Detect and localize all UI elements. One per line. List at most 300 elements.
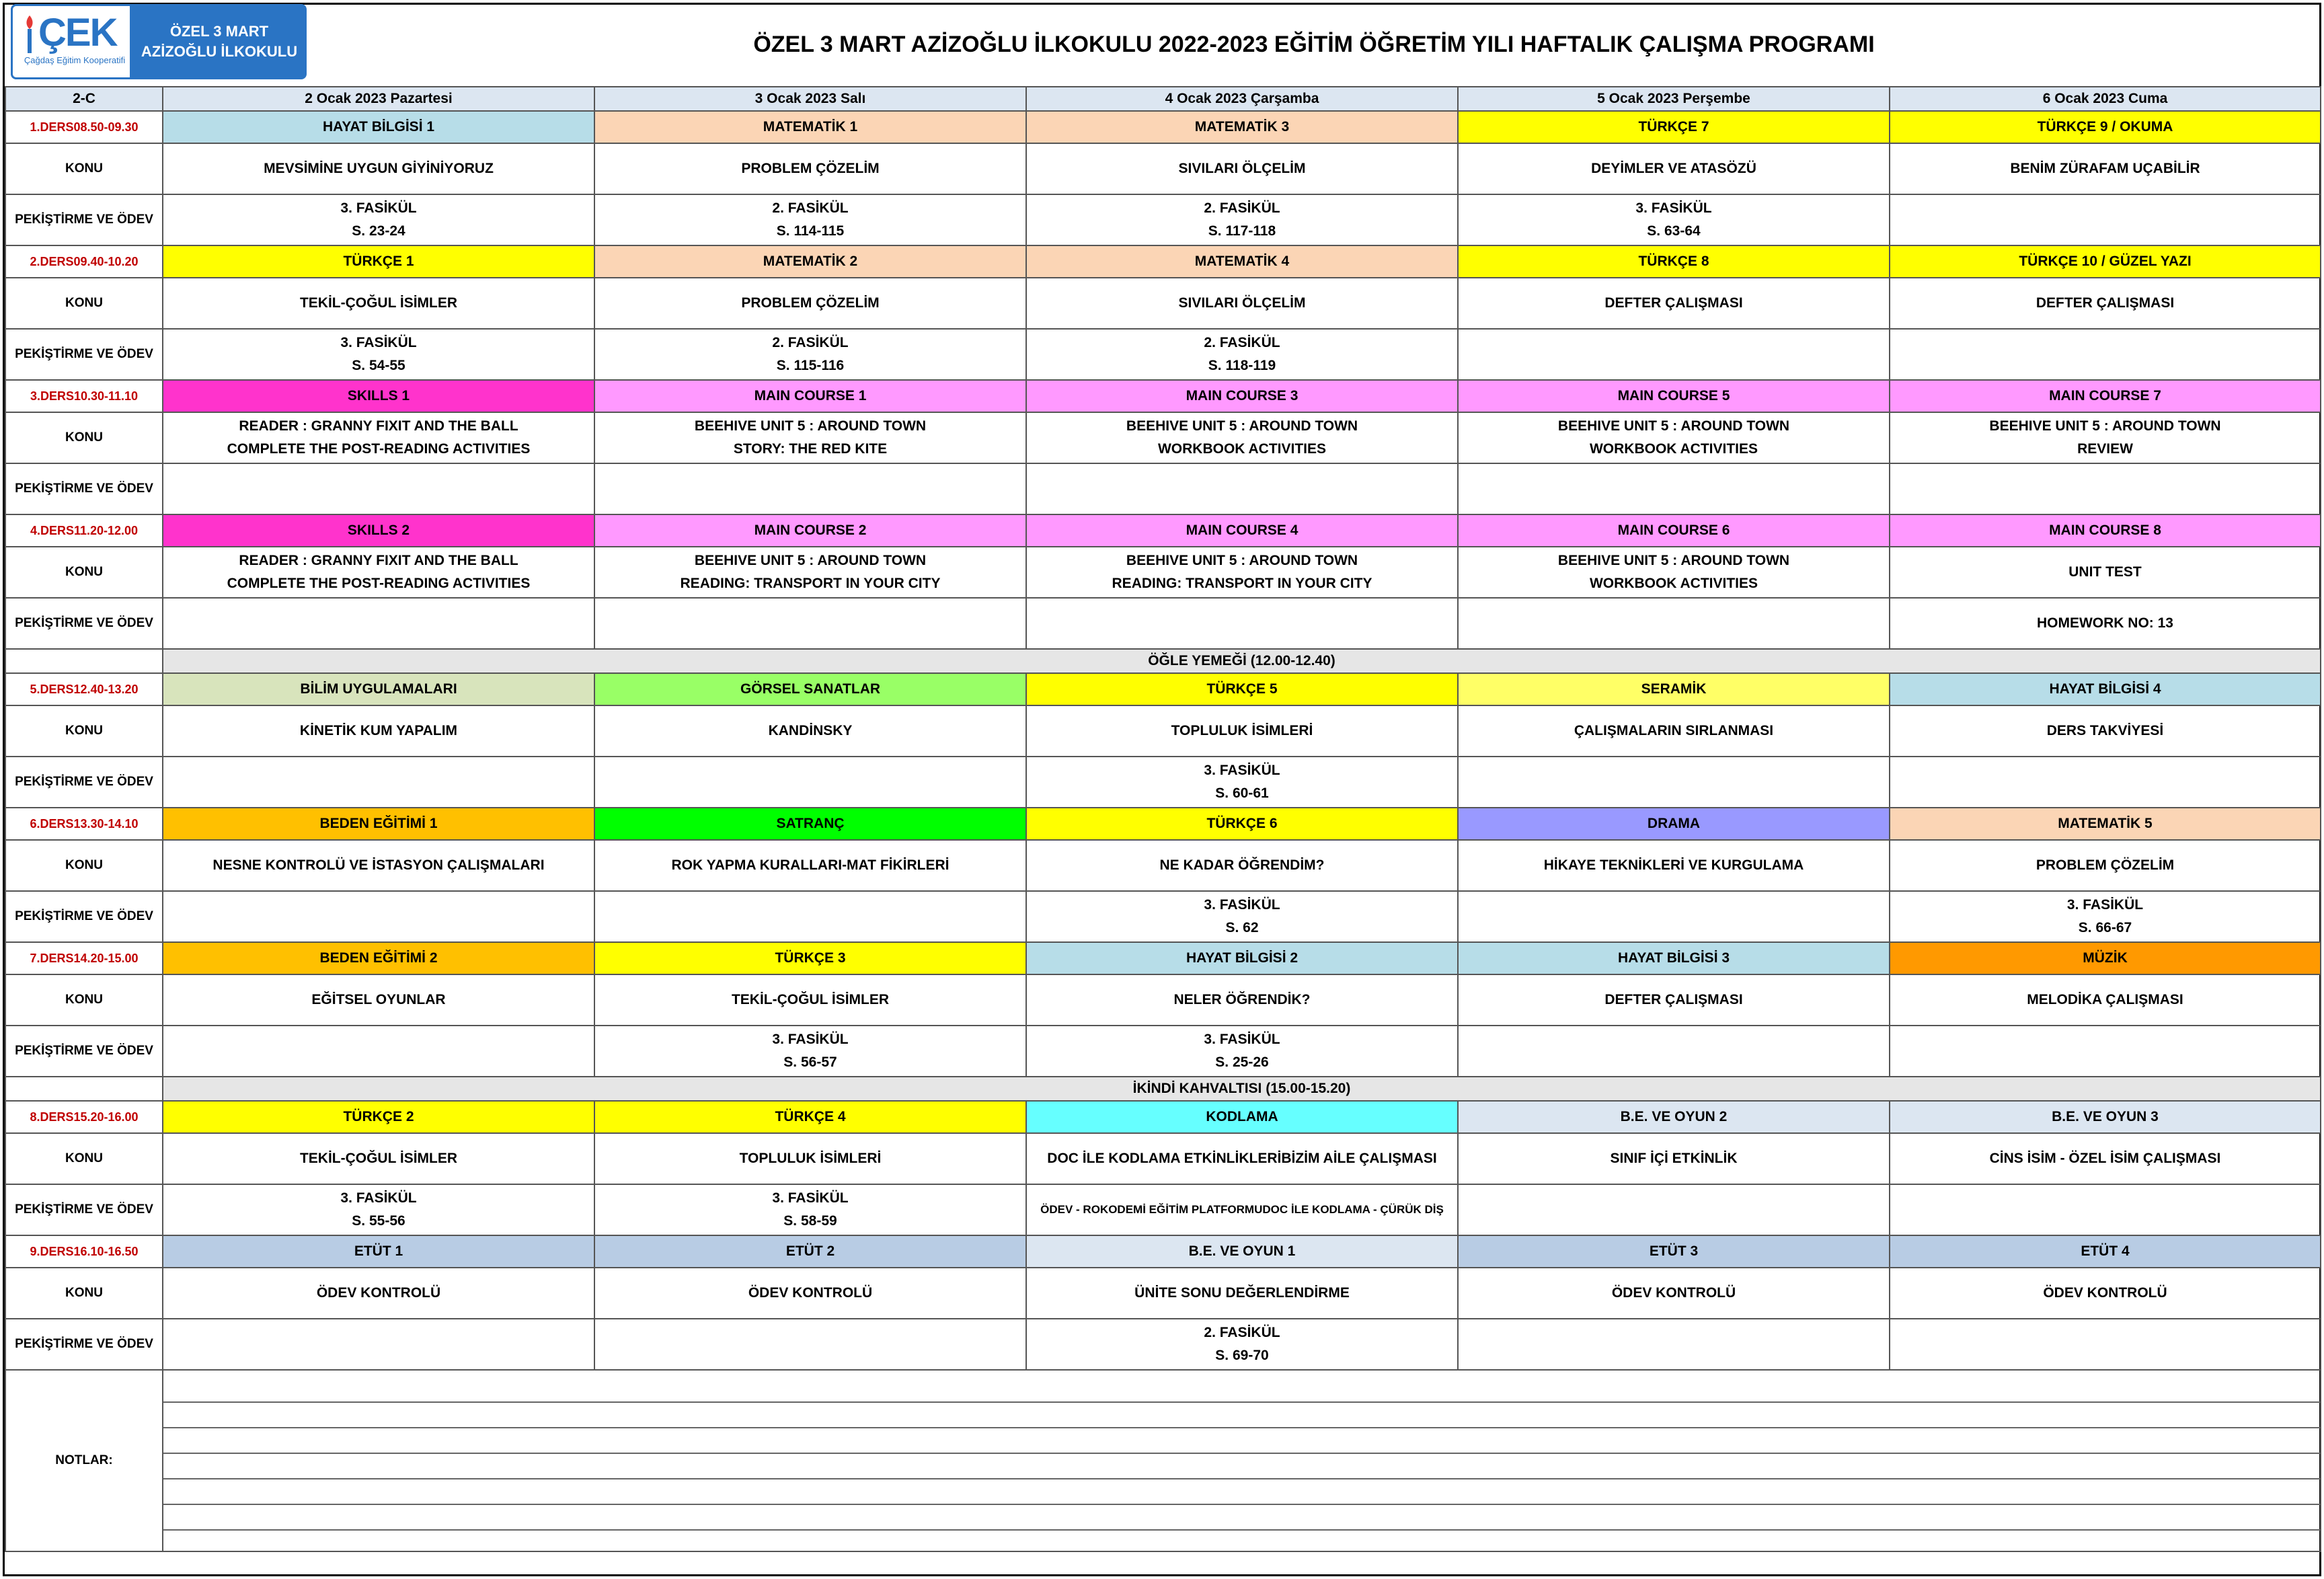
odev-line: 3. FASİKÜL [340,335,417,350]
logo-school-line1: ÖZEL 3 MART [169,23,269,40]
konu-line: BEEHIVE UNIT 5 : AROUND TOWN [694,418,927,434]
konu-label: KONU [5,547,163,598]
konu-cell [1458,412,1890,463]
konu-cell [163,1268,594,1319]
odev-line: 3. FASİKÜL [2066,897,2144,913]
odev-label: PEKİŞTİRME VE ÖDEV [5,329,163,380]
odev-cell [1026,1319,1458,1370]
konu-line: NESNE KONTROLÜ VE İSTASYON ÇALIŞMALARI [212,857,545,873]
subject-cell: MAIN COURSE 3 [1026,380,1458,412]
subject-cell: MAIN COURSE 5 [1458,380,1890,412]
konu-line: TEKİL-ÇOĞUL İSİMLER [731,992,890,1007]
cek-logo-mark [11,4,132,79]
konu-line: EĞİTSEL OYUNLAR [311,992,446,1007]
konu-cell [1458,1268,1890,1319]
odev-line: 2. FASİKÜL [1204,335,1280,350]
odev-cell [1026,194,1458,245]
konu-line: SIVILARI ÖLÇELİM [1178,295,1306,311]
konu-line: ÖDEV KONTROLÜ [748,1285,873,1301]
konu-line: WORKBOOK ACTIVITIES [1589,576,1758,591]
odev-cell [163,1026,594,1077]
konu-cell [1458,278,1890,329]
notes-line [163,1505,2320,1531]
subject-cell: MAIN COURSE 6 [1458,514,1890,547]
logo-school-line2: AZİZOĞLU İLKOKULU [141,43,298,60]
konu-label: KONU [5,1268,163,1319]
subject-cell: GÖRSEL SANATLAR [594,673,1026,705]
konu-line: READER : GRANNY FIXIT AND THE BALL [239,418,518,434]
odev-line: S. 54-55 [352,358,405,373]
odev-cell [1458,757,1890,808]
odev-cell [1026,1026,1458,1077]
konu-cell [1890,1133,2321,1184]
odev-line: ÖDEV - ROKODEMİ EĞİTİM PLATFORMUDOC İLE KODLAMA - ÇÜRÜK DİŞ [1040,1203,1444,1216]
odev-row [5,463,2321,514]
odev-line: 3. FASİKÜL [340,1190,417,1206]
notes-line [163,1403,2320,1428]
subject-cell: BEDEN EĞİTİMİ 1 [163,808,594,840]
odev-line: 3. FASİKÜL [1204,897,1280,913]
konu-line: READING: TRANSPORT IN YOUR CITY [680,576,941,591]
odev-cell [594,1026,1026,1077]
odev-cell [1458,1184,1890,1235]
lesson-row [5,673,2321,705]
break-spacer [5,649,163,673]
odev-cell [1026,1184,1458,1235]
schedule-body [5,87,2321,1551]
subject-cell: MAIN COURSE 1 [594,380,1026,412]
konu-line: SIVILARI ÖLÇELİM [1178,161,1306,176]
konu-cell [163,974,594,1026]
konu-label: KONU [5,840,163,891]
class-label: 2-C [5,87,163,111]
day-header: 4 Ocak 2023 Çarşamba [1026,87,1458,111]
subject-cell: ETÜT 2 [594,1235,1026,1268]
odev-line: S. 55-56 [352,1213,405,1229]
konu-cell [1890,705,2321,757]
odev-cell [1890,463,2321,514]
konu-cell [594,974,1026,1026]
subject-cell: TÜRKÇE 7 [1458,111,1890,143]
odev-cell [1890,891,2321,942]
konu-line: BENİM ZÜRAFAM UÇABİLİR [2010,161,2200,176]
konu-line: TOPLULUK İSİMLERİ [739,1151,882,1166]
konu-cell [1026,278,1458,329]
konu-label: KONU [5,974,163,1026]
konu-line: CİNS İSİM - ÖZEL İSİM ÇALIŞMASI [1989,1151,2221,1166]
subject-cell: TÜRKÇE 6 [1026,808,1458,840]
konu-cell [594,412,1026,463]
odev-cell [163,1184,594,1235]
subject-cell: ETÜT 3 [1458,1235,1890,1268]
lesson-time-label: 2.DERS09.40-10.20 [5,245,163,278]
odev-cell [1026,329,1458,380]
konu-line: PROBLEM ÇÖZELİM [2036,857,2175,873]
subject-cell: B.E. VE OYUN 1 [1026,1235,1458,1268]
subject-cell: TÜRKÇE 8 [1458,245,1890,278]
odev-cell [594,1184,1026,1235]
subject-cell: MATEMATİK 3 [1026,111,1458,143]
break-label: İKİNDİ KAHVALTISI (15.00-15.20) [163,1077,2321,1101]
subject-cell: DRAMA [1458,808,1890,840]
konu-cell [1890,840,2321,891]
konu-row [5,412,2321,463]
odev-line: S. 58-59 [783,1213,837,1229]
konu-cell [1890,412,2321,463]
lesson-time-label: 9.DERS16.10-16.50 [5,1235,163,1268]
odev-label: PEKİŞTİRME VE ÖDEV [5,757,163,808]
konu-cell [163,840,594,891]
school-logo [11,4,307,79]
konu-cell [1458,1133,1890,1184]
konu-line: ÖDEV KONTROLÜ [2043,1285,2167,1301]
odev-cell [1458,329,1890,380]
lesson-time-label: 1.DERS08.50-09.30 [5,111,163,143]
konu-line: NELER ÖĞRENDİK? [1173,992,1311,1007]
subject-cell: TÜRKÇE 9 / OKUMA [1890,111,2321,143]
odev-cell [1890,329,2321,380]
odev-line: S. 114-115 [776,223,845,239]
odev-row [5,757,2321,808]
subject-cell: MATEMATİK 1 [594,111,1026,143]
odev-line: 2. FASİKÜL [1204,1325,1280,1340]
konu-cell [1026,1268,1458,1319]
konu-row [5,278,2321,329]
konu-line: DEFTER ÇALIŞMASI [2036,295,2175,311]
lesson-row [5,380,2321,412]
konu-line: BEEHIVE UNIT 5 : AROUND TOWN [1126,418,1358,434]
konu-cell [163,1133,594,1184]
lesson-time-label: 4.DERS11.20-12.00 [5,514,163,547]
konu-line: UNIT TEST [2068,564,2142,580]
konu-label: KONU [5,705,163,757]
break-label: ÖĞLE YEMEĞİ (12.00-12.40) [163,649,2321,673]
konu-cell [594,1133,1026,1184]
konu-line: ÖDEV KONTROLÜ [316,1285,441,1301]
odev-line: 3. FASİKÜL [772,1032,849,1047]
subject-cell: MAIN COURSE 8 [1890,514,2321,547]
subject-cell: HAYAT BİLGİSİ 1 [163,111,594,143]
subject-cell: HAYAT BİLGİSİ 2 [1026,942,1458,974]
odev-cell [1890,1184,2321,1235]
odev-line: S. 60-61 [1215,785,1269,801]
konu-line: READING: TRANSPORT IN YOUR CITY [1112,576,1372,591]
day-header: 5 Ocak 2023 Perşembe [1458,87,1890,111]
konu-line: WORKBOOK ACTIVITIES [1589,441,1758,457]
subject-cell: KODLAMA [1026,1101,1458,1133]
konu-cell [163,412,594,463]
konu-line: DEFTER ÇALIŞMASI [1604,992,1743,1007]
odev-cell [1890,194,2321,245]
subject-cell: MAIN COURSE 7 [1890,380,2321,412]
odev-label: PEKİŞTİRME VE ÖDEV [5,891,163,942]
konu-line: DEYİMLER VE ATASÖZÜ [1591,161,1756,176]
odev-cell [1458,194,1890,245]
konu-line: ÜNİTE SONU DEĞERLENDİRME [1134,1285,1350,1301]
odev-cell [594,891,1026,942]
konu-cell [594,1268,1026,1319]
odev-label: PEKİŞTİRME VE ÖDEV [5,194,163,245]
konu-line: DERS TAKVİYESİ [2046,723,2164,738]
konu-cell [1458,840,1890,891]
odev-cell [163,1319,594,1370]
odev-cell [1458,1026,1890,1077]
subject-cell: TÜRKÇE 3 [594,942,1026,974]
konu-cell [1890,547,2321,598]
odev-line: 3. FASİKÜL [340,200,417,216]
notes-line [163,1454,2320,1479]
lesson-row [5,942,2321,974]
odev-cell [594,463,1026,514]
lesson-row [5,1235,2321,1268]
day-header: 3 Ocak 2023 Salı [594,87,1026,111]
konu-line: READER : GRANNY FIXIT AND THE BALL [239,553,518,568]
konu-line: HİKAYE TEKNİKLERİ VE KURGULAMA [1543,857,1804,873]
konu-cell [594,547,1026,598]
konu-cell [1026,840,1458,891]
odev-cell [594,1319,1026,1370]
odev-line: S. 62 [1225,920,1259,935]
odev-line: 2. FASİKÜL [1204,200,1280,216]
konu-cell [1458,547,1890,598]
odev-label: PEKİŞTİRME VE ÖDEV [5,1184,163,1235]
odev-cell [1458,463,1890,514]
subject-cell: SKILLS 1 [163,380,594,412]
konu-line: BEEHIVE UNIT 5 : AROUND TOWN [1126,553,1358,568]
konu-cell [1026,705,1458,757]
konu-line: TEKİL-ÇOĞUL İSİMLER [299,1151,458,1166]
odev-line: S. 56-57 [783,1054,837,1070]
subject-cell: ETÜT 4 [1890,1235,2321,1268]
odev-cell [1890,757,2321,808]
konu-line: BEEHIVE UNIT 5 : AROUND TOWN [1557,553,1790,568]
notes-label: NOTLAR: [5,1370,163,1551]
konu-cell [1026,412,1458,463]
konu-cell [163,278,594,329]
lesson-row [5,808,2321,840]
konu-cell [594,840,1026,891]
subject-cell: ETÜT 1 [163,1235,594,1268]
odev-row [5,598,2321,649]
subject-cell: B.E. VE OYUN 3 [1890,1101,2321,1133]
konu-line: ÇALIŞMALARIN SIRLANMASI [1574,723,1774,738]
odev-cell [163,194,594,245]
konu-label: KONU [5,143,163,194]
konu-row [5,1268,2321,1319]
page-header [3,3,2321,86]
lesson-time-label: 6.DERS13.30-14.10 [5,808,163,840]
torch-icon [21,14,38,54]
odev-cell [1026,757,1458,808]
subject-cell: BİLİM UYGULAMALARI [163,673,594,705]
konu-label: KONU [5,278,163,329]
konu-line: SINIF İÇİ ETKİNLİK [1610,1151,1738,1166]
konu-line: KANDİNSKY [768,723,853,738]
odev-line: S. 23-24 [352,223,405,239]
odev-row [5,891,2321,942]
odev-cell [163,757,594,808]
lesson-time-label: 7.DERS14.20-15.00 [5,942,163,974]
day-header-row [5,87,2321,111]
logo-brand: ÇEK [38,11,117,54]
odev-line: S. 63-64 [1647,223,1701,239]
konu-cell [594,705,1026,757]
odev-cell [594,329,1026,380]
konu-cell [1458,143,1890,194]
konu-cell [1458,974,1890,1026]
break-spacer [5,1077,163,1101]
konu-line: NE KADAR ÖĞRENDİM? [1159,857,1325,873]
konu-line: TEKİL-ÇOĞUL İSİMLER [299,295,458,311]
konu-line: BEEHIVE UNIT 5 : AROUND TOWN [694,553,927,568]
konu-row [5,143,2321,194]
break-row [5,1077,2321,1101]
odev-cell [1026,891,1458,942]
subject-cell: MAIN COURSE 2 [594,514,1026,547]
notes-line [163,1428,2320,1454]
konu-line: PROBLEM ÇÖZELİM [741,161,880,176]
konu-line: REVIEW [2077,441,2133,457]
odev-label: PEKİŞTİRME VE ÖDEV [5,463,163,514]
odev-line: S. 118-119 [1208,358,1276,373]
odev-line: 3. FASİKÜL [1204,763,1280,778]
odev-line: S. 69-70 [1215,1348,1269,1363]
konu-line: DOC İLE KODLAMA ETKİNLİKLERİBİZİM AİLE ÇALIŞMASI [1047,1151,1437,1166]
konu-cell [1890,1268,2321,1319]
konu-cell [1026,1133,1458,1184]
konu-cell [594,278,1026,329]
odev-cell [594,194,1026,245]
notes-line [163,1377,2320,1403]
logo-school-name [132,4,307,79]
odev-cell [594,757,1026,808]
lesson-row [5,1101,2321,1133]
notes-line [163,1479,2320,1505]
konu-line: MEVSİMİNE UYGUN GİYİNİYORUZ [264,161,494,176]
lesson-row [5,245,2321,278]
subject-cell: B.E. VE OYUN 2 [1458,1101,1890,1133]
odev-row [5,1026,2321,1077]
subject-cell: MATEMATİK 5 [1890,808,2321,840]
lesson-row [5,514,2321,547]
odev-cell [1890,598,2321,649]
odev-cell [163,329,594,380]
subject-cell: TÜRKÇE 5 [1026,673,1458,705]
konu-cell [1890,974,2321,1026]
konu-cell [594,143,1026,194]
odev-line: S. 66-67 [2078,920,2132,935]
odev-row [5,194,2321,245]
odev-line: 3. FASİKÜL [1204,1032,1280,1047]
konu-row [5,974,2321,1026]
odev-cell [163,891,594,942]
konu-label: KONU [5,1133,163,1184]
konu-line: STORY: THE RED KITE [733,441,888,457]
weekly-schedule-table [5,86,2321,1552]
subject-cell: TÜRKÇE 1 [163,245,594,278]
konu-line: BEEHIVE UNIT 5 : AROUND TOWN [1989,418,2221,434]
break-row [5,649,2321,673]
konu-cell [1890,278,2321,329]
odev-cell [1890,1319,2321,1370]
konu-line: COMPLETE THE POST-READING ACTIVITIES [227,441,531,457]
odev-cell [1458,598,1890,649]
odev-line: S. 117-118 [1208,223,1276,239]
konu-cell [1890,143,2321,194]
odev-line: 3. FASİKÜL [772,1190,849,1206]
konu-cell [163,705,594,757]
konu-line: COMPLETE THE POST-READING ACTIVITIES [227,576,531,591]
konu-cell [1458,705,1890,757]
day-header: 2 Ocak 2023 Pazartesi [163,87,594,111]
odev-label: PEKİŞTİRME VE ÖDEV [5,598,163,649]
konu-line: WORKBOOK ACTIVITIES [1157,441,1327,457]
konu-line: DEFTER ÇALIŞMASI [1604,295,1743,311]
konu-cell [1026,143,1458,194]
subject-cell: HAYAT BİLGİSİ 4 [1890,673,2321,705]
subject-cell: SERAMİK [1458,673,1890,705]
subject-cell: TÜRKÇE 2 [163,1101,594,1133]
odev-row [5,329,2321,380]
lesson-time-label: 8.DERS15.20-16.00 [5,1101,163,1133]
subject-cell: MÜZİK [1890,942,2321,974]
odev-line: S. 25-26 [1215,1054,1269,1070]
konu-cell [1026,974,1458,1026]
konu-line: BEEHIVE UNIT 5 : AROUND TOWN [1557,418,1790,434]
konu-row [5,840,2321,891]
subject-cell: SKILLS 2 [163,514,594,547]
lesson-row [5,111,2321,143]
subject-cell: MATEMATİK 2 [594,245,1026,278]
odev-cell [1026,598,1458,649]
odev-cell [1458,1319,1890,1370]
konu-line: MELODİKA ÇALIŞMASI [2027,992,2183,1007]
konu-row [5,547,2321,598]
lesson-time-label: 3.DERS10.30-11.10 [5,380,163,412]
odev-cell [163,598,594,649]
day-header: 6 Ocak 2023 Cuma [1890,87,2321,111]
konu-cell [163,143,594,194]
subject-cell: SATRANÇ [594,808,1026,840]
odev-line: 2. FASİKÜL [772,335,849,350]
odev-cell [1890,1026,2321,1077]
konu-line: PROBLEM ÇÖZELİM [741,295,880,311]
konu-cell [163,547,594,598]
logo-subtitle: Çağdaş Eğitim Kooperatifi [24,55,126,65]
konu-label: KONU [5,412,163,463]
konu-line: KİNETİK KUM YAPALIM [299,723,458,738]
konu-line: ÖDEV KONTROLÜ [1611,1285,1736,1301]
odev-row [5,1184,2321,1235]
odev-row [5,1319,2321,1370]
subject-cell: BEDEN EĞİTİMİ 2 [163,942,594,974]
konu-row [5,1133,2321,1184]
odev-line: 2. FASİKÜL [772,200,849,216]
odev-cell [1458,891,1890,942]
subject-cell: TÜRKÇE 4 [594,1101,1026,1133]
subject-cell: TÜRKÇE 10 / GÜZEL YAZI [1890,245,2321,278]
odev-line: S. 115-116 [776,358,845,373]
lesson-time-label: 5.DERS12.40-13.20 [5,673,163,705]
subject-cell: MAIN COURSE 4 [1026,514,1458,547]
konu-line: ROK YAPMA KURALLARI-MAT FİKİRLERİ [671,857,950,873]
page-title: ÖZEL 3 MART AZİZOĞLU İLKOKULU 2022-2023 EĞİTİM ÖĞRETİM YILI HAFTALIK ÇALIŞMA PROGRAMI [753,31,1875,57]
notes-lines [163,1370,2321,1551]
konu-row [5,705,2321,757]
konu-cell [1026,547,1458,598]
odev-line: HOMEWORK NO: 13 [2036,615,2173,631]
odev-cell [163,463,594,514]
